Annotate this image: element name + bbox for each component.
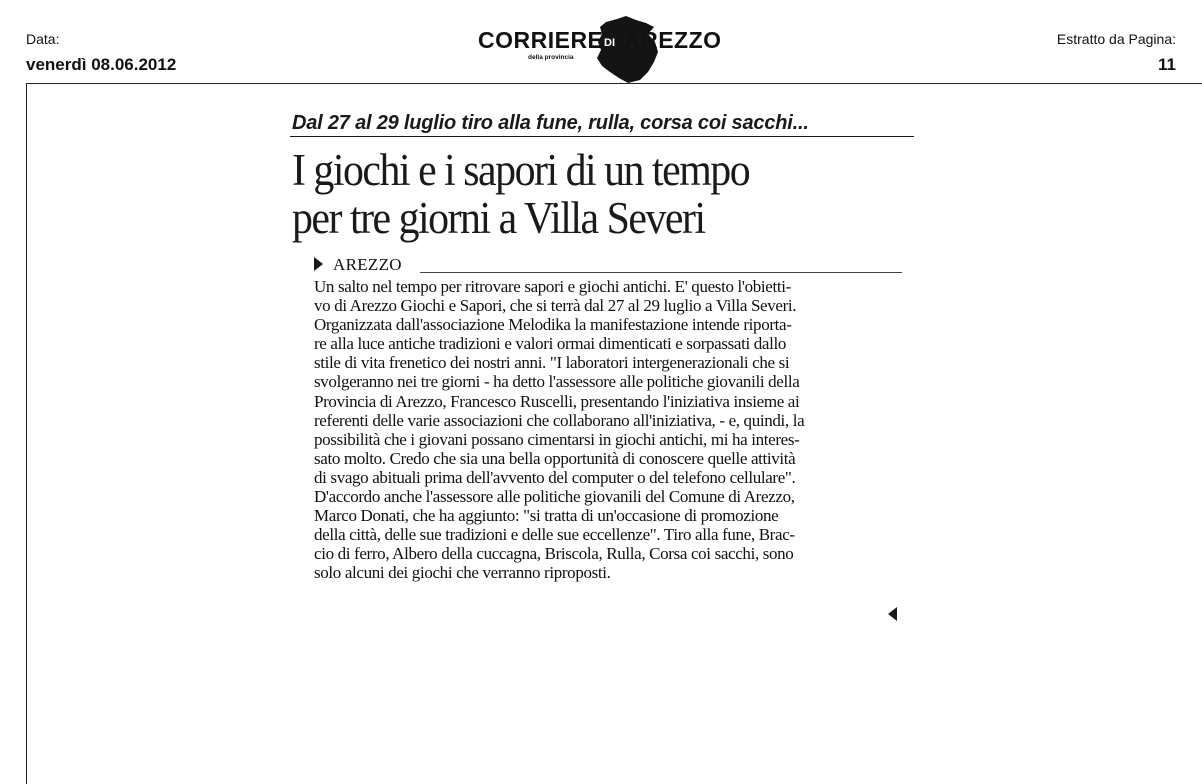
headline-line: per tre giorni a Villa Severi xyxy=(292,193,705,243)
location-rule xyxy=(420,272,902,273)
masthead-arezzo: AREZZO xyxy=(624,27,722,53)
kicker-underline xyxy=(290,136,914,137)
page-label: Estratto da Pagina: xyxy=(1056,31,1176,47)
date-label: Data: xyxy=(26,31,60,47)
article-headline xyxy=(292,146,749,242)
article-body xyxy=(314,277,904,583)
body-line: svolgeranno nei tre giorni - ha detto l'assessore alle politiche giovanili della xyxy=(314,372,800,392)
body-line: referenti delle varie associazioni che collaborano all'iniziativa, - e, quindi, la xyxy=(314,410,805,430)
masthead-di: DI xyxy=(604,37,615,49)
page-number: 11 xyxy=(1158,55,1176,74)
article-location: AREZZO xyxy=(333,255,402,274)
headline-line: I giochi e i sapori di un tempo xyxy=(292,145,750,195)
masthead-corriere: CORRIERE xyxy=(478,27,604,53)
body-line: Un salto nel tempo per ritrovare sapori e giochi antichi. E' questo l'obietti- xyxy=(314,277,791,296)
date-value: venerdì 08.06.2012 xyxy=(26,55,177,74)
body-line: solo alcuni dei giochi che verranno riproposti. xyxy=(314,563,611,583)
body-line: Organizzata dall'associazione Melodika la manifestazione intende riporta- xyxy=(314,315,792,335)
masthead-subtitle: della provincia xyxy=(528,54,574,61)
body-line: possibilità che i giovani possano cimentarsi in giochi antichi, mi ha interes- xyxy=(314,429,800,449)
body-line: Provincia di Arezzo, Francesco Ruscelli, presentando l'iniziativa insieme ai xyxy=(314,391,800,411)
body-line: della città, delle sue tradizioni e delle sue eccellenze". Tiro alla fune, Brac- xyxy=(314,525,795,545)
body-line: vo di Arezzo Giochi e Sapori, che si terrà dal 27 al 29 luglio a Villa Severi. xyxy=(314,296,797,316)
triangle-left-icon xyxy=(888,607,897,621)
body-line: re alla luce antiche tradizioni e valori ormai dimenticati e sorpassati dallo xyxy=(314,334,786,354)
newspaper-masthead xyxy=(476,14,728,84)
body-line: Marco Donati, che ha aggiunto: "si tratta di un'occasione di promozione xyxy=(314,506,779,526)
body-line: D'accordo anche l'assessore alle politiche giovanili del Comune di Arezzo, xyxy=(314,487,795,507)
body-line: stile di vita frenetico dei nostri anni. "I laboratori intergenerazionali che si xyxy=(314,353,790,373)
body-line: sato molto. Credo che sia una bella opportunità di conoscere quelle attività xyxy=(314,448,796,468)
body-line: cio di ferro, Albero della cuccagna, Briscola, Rulla, Corsa coi sacchi, sono xyxy=(314,544,794,564)
article-kicker: Dal 27 al 29 luglio tiro alla fune, rulla, corsa coi sacchi... xyxy=(292,112,809,134)
body-line: di svago abituali prima dell'avvento del computer o del telefono cellulare". xyxy=(314,467,796,487)
triangle-right-icon xyxy=(314,257,323,271)
